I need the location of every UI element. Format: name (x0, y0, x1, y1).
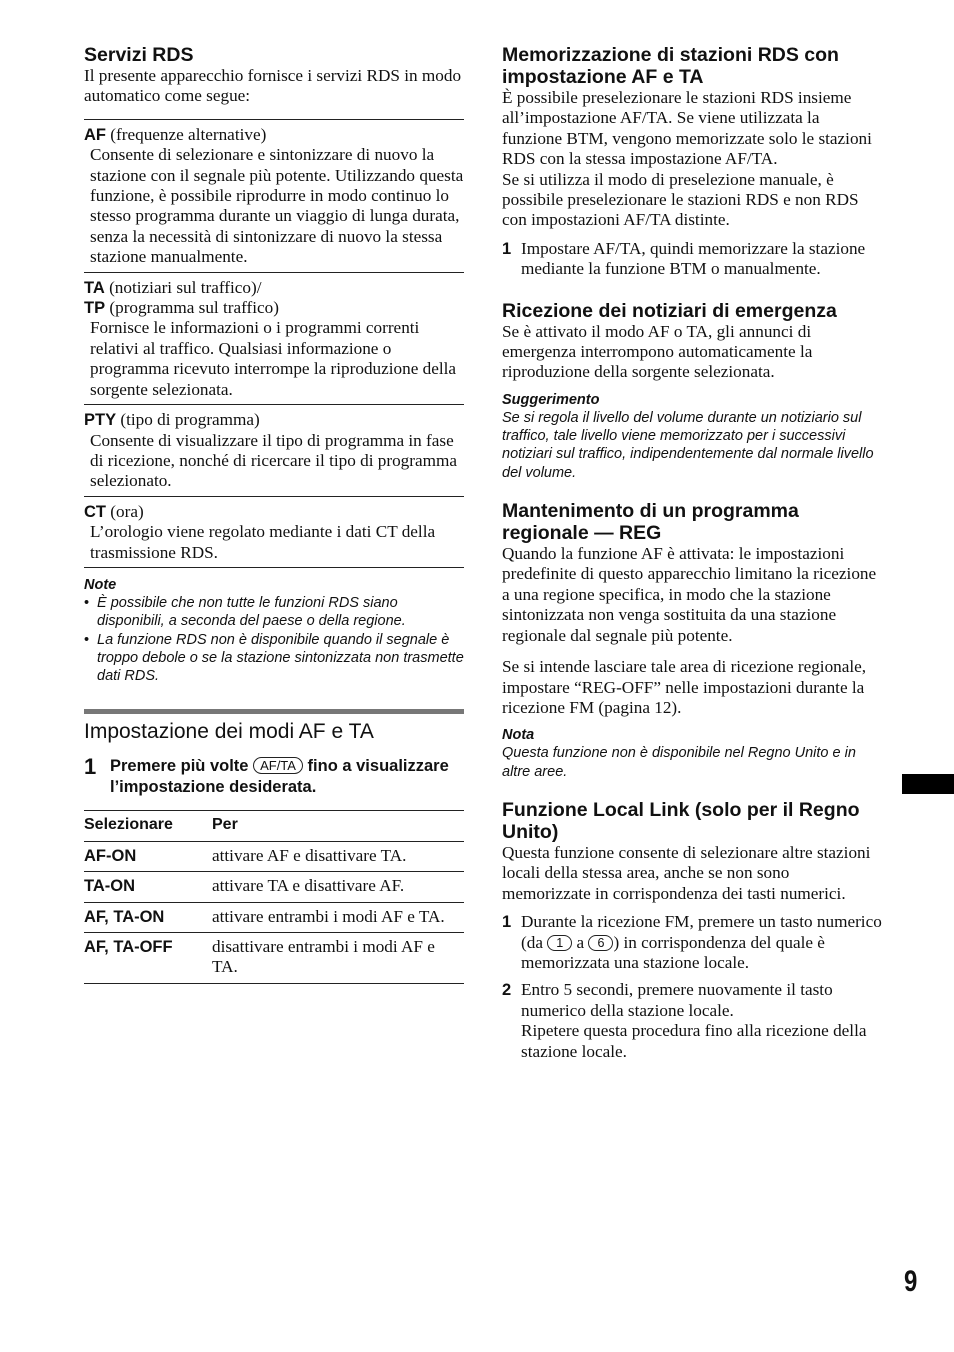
link-paragraph: Questa funzione consente di selezionare altre stazioni locali della stessa area, anche se non sono memorizzate in corrispondenza dei tasti numerici. (502, 842, 871, 903)
mem-step (502, 239, 882, 280)
emerg-heading: Ricezione dei notiziari di emergenza (502, 299, 837, 322)
emerg-paragraph: Se è attivato il modo AF o TA, gli annunci di emergenza interrompono automaticamente la riproduzione della sorgente selezionata. (502, 321, 813, 382)
table-header (84, 811, 464, 841)
cell-per: attivare AF e disattivare TA. (212, 841, 464, 871)
note-item (84, 631, 464, 686)
af-ta-key: AF/TA (253, 757, 303, 774)
rds-heading: Servizi RDS (84, 44, 194, 66)
settings-table (84, 810, 464, 983)
nota-text: Questa funzione non è disponibile nel Regno Unito e in altre aree. (502, 745, 856, 780)
link-step-2 (502, 980, 882, 1062)
step-text-b: Ripetere questa procedura fino alla ricezione della stazione locale. (521, 1021, 867, 1061)
cell-per: disattivare entrambi i modi AF e TA. (212, 933, 464, 984)
notes (84, 594, 464, 685)
reg-paragraph-2: Se si intende lasciare tale area di ricezione regionale, impostare “REG-OFF” nelle impostazioni durante la ricezione FM (pagina 12). (502, 657, 867, 717)
cell-per: attivare entrambi i modi AF e TA. (212, 902, 464, 932)
note-text: La funzione RDS non è disponibile quando il segnale è troppo debole o se la stazione sintonizzata non trasmette dati RDS. (97, 631, 464, 685)
cell-select: TA-ON (84, 872, 212, 902)
term-key: TA (84, 278, 105, 297)
term-sub: (frequenze alternative) (110, 124, 267, 144)
step-text-mid: a (576, 932, 585, 952)
term-desc: Consente di visualizzare il tipo di programma in fase di ricezione, nonché di ricercare il tipo di programma selezionato. (90, 430, 457, 491)
term-desc: L’orologio viene regolato mediante i dati CT della trasmissione RDS. (90, 522, 436, 562)
cell-per: attivare TA e disattivare AF. (212, 872, 464, 902)
term-desc: Fornisce le informazioni o i programmi correnti relativi al traffico. Qualsiasi informazione o programma ricevuto interrompe la riproduzione della sorgente selezionata. (90, 318, 457, 399)
link-step-1 (502, 912, 882, 973)
col-header-per: Per (212, 811, 464, 841)
term-ct (84, 497, 464, 567)
number-key-6: 6 (588, 935, 613, 951)
term-ta-tp (84, 273, 464, 404)
step-number: 1 (84, 754, 97, 780)
bullet: • (84, 594, 90, 611)
cell-select: AF, TA-OFF (84, 933, 212, 984)
term-sub: (notiziari sul traffico)/ (109, 277, 262, 297)
term-sub: (programma sul traffico) (109, 298, 279, 318)
term-key: CT (84, 502, 106, 521)
number-key-1: 1 (547, 935, 572, 951)
step-text-a: Entro 5 secondi, premere nuovamente il tasto numerico della stazione locale. (521, 980, 833, 1020)
step (84, 756, 464, 798)
section-tab-marker (902, 774, 954, 794)
step-text (521, 912, 882, 973)
note-text: È possibile che non tutte le funzioni RDS siano disponibili, a seconda del paese o della regione. (97, 594, 406, 630)
reg-paragraph-1: Quando la funzione AF è attivata: le impostazioni predefinite di questo apparecchio limitano la ricezione a una regione specifica, in modo che la stazione sintonizzata non venga sostituita da una stazione regionale dal segnale più potente. (502, 544, 877, 645)
table-row (84, 902, 464, 932)
reg-heading: Mantenimento di un programma regionale — REG (502, 500, 799, 545)
nota-title: Nota (502, 727, 535, 744)
step-number: 1 (502, 913, 512, 932)
section-title: Impostazione dei modi AF e TA (84, 720, 374, 744)
mem-heading: Memorizzazione di stazioni RDS con impostazione AF e TA (502, 44, 839, 88)
note-item (84, 594, 464, 631)
step-text (521, 980, 882, 1062)
step-text: Impostare AF/TA, quindi memorizzare la stazione mediante la funzione BTM o manualmente. (521, 238, 866, 279)
section-rule (84, 709, 464, 714)
tip-title: Suggerimento (502, 391, 600, 408)
step-number: 2 (502, 981, 512, 1000)
term-key: TP (84, 299, 106, 318)
step-text (110, 756, 464, 798)
left-column (84, 44, 464, 984)
right-column (502, 44, 882, 1062)
step-text-b: ) in corrispondenza del quale è memorizzata una stazione locale. (521, 932, 825, 972)
table-row (84, 841, 464, 871)
table-row (84, 872, 464, 902)
cell-select: AF, TA-ON (84, 902, 212, 932)
term-af (84, 120, 464, 272)
step-pre: Premere più volte (110, 757, 249, 776)
step-post: fino a visualizzare l’impostazione desiderata. (110, 757, 449, 797)
step-text-a: Durante la ricezione FM, premere un tasto numerico (da (521, 912, 882, 952)
mem-paragraph-2: Se si utilizza il modo di preselezione manuale, è possibile preselezionare le stazioni RDS e non RDS con impostazioni AF/TA distinte. (502, 169, 859, 230)
term-sub: (ora) (110, 501, 144, 521)
mem-paragraph-1: È possibile preselezionare le stazioni RDS insieme all’impostazione AF/TA. Se viene utilizzata la funzione BTM, vengono memorizzate solo le stazioni RDS con la stessa impostazione AF/TA. (502, 88, 872, 169)
term-pty (84, 405, 464, 496)
term-desc: Consente di selezionare e sintonizzare di nuovo la stazione con il segnale più potente. Utilizzando questa funzione, è possibile riprodurre in modo continuo lo stesso programma durante un viaggio di lunga durata, senza la necessità di sintonizzare di nuovo la stessa stazione manualmente. (90, 145, 464, 267)
step-number: 1 (502, 239, 512, 258)
col-header-select: Selezionare (84, 811, 212, 841)
term-sub: (tipo di programma) (120, 410, 260, 430)
bullet: • (84, 631, 90, 648)
cell-select: AF-ON (84, 841, 212, 871)
table-row (84, 933, 464, 984)
rds-intro: Il presente apparecchio fornisce i servizi RDS in modo automatico come segue: (84, 66, 462, 106)
term-key: AF (84, 125, 106, 144)
tip-text: Se si regola il livello del volume durante un notiziario sul traffico, tale livello viene memorizzato per i successivi notiziari sul traffico, indipendentemente dal normale livello del volume. (502, 409, 874, 481)
link-heading: Funzione Local Link (solo per il Regno Unito) (502, 798, 860, 843)
note-title: Note (84, 576, 117, 593)
page-number: 9 (904, 1265, 918, 1298)
term-key: PTY (84, 411, 117, 430)
divider (84, 567, 464, 568)
